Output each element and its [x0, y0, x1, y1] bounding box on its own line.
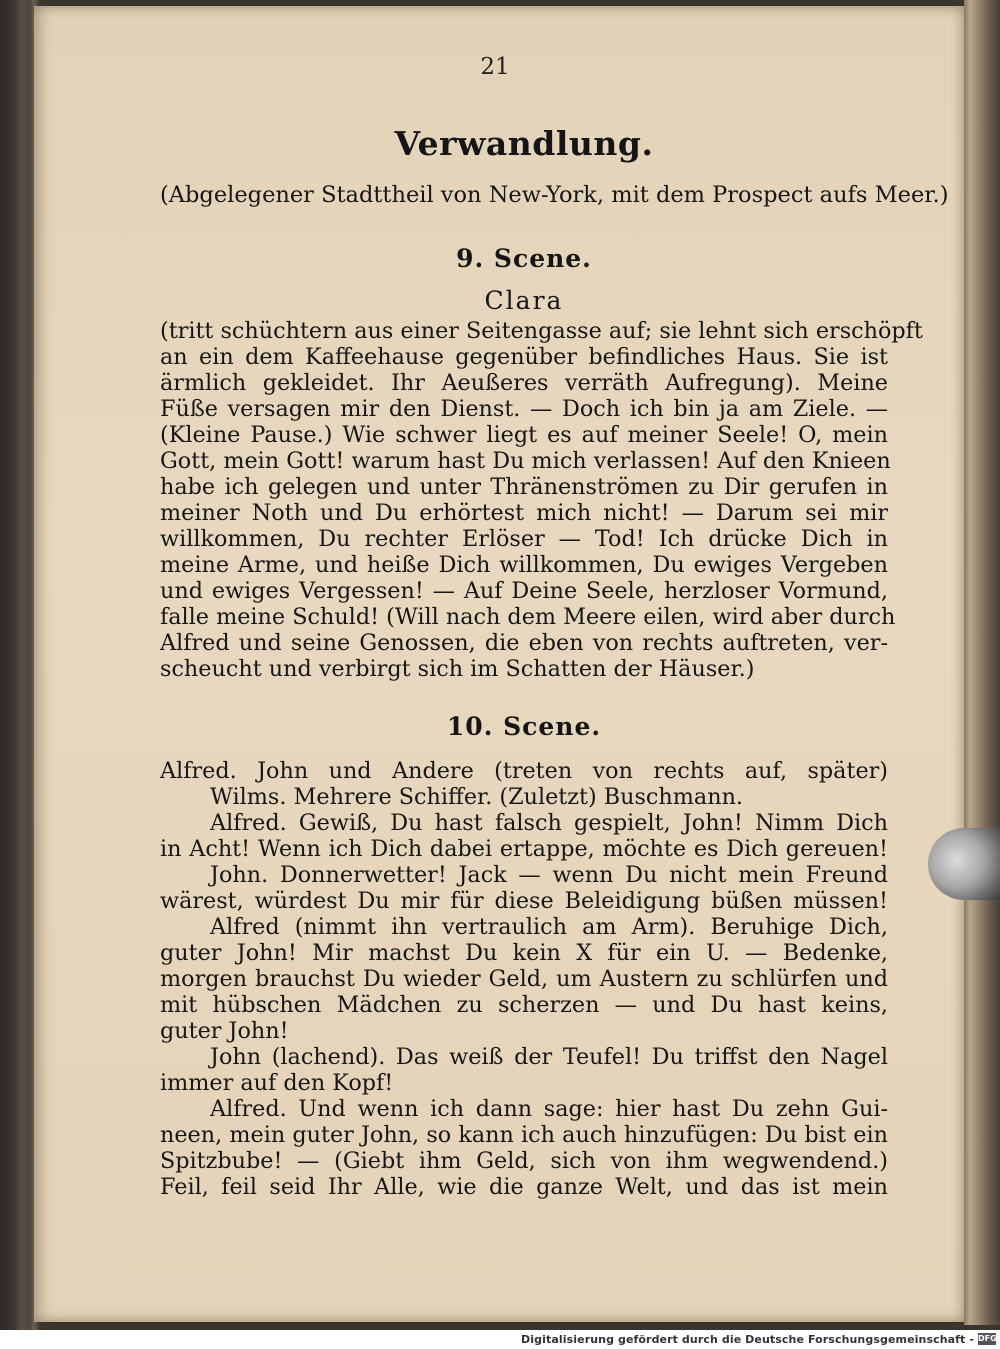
text-line: John (lachend). Das weiß der Teufel! Du triffst den Nagel [210, 1044, 888, 1070]
text-line: und ewiges Vergessen! — Auf Deine Seele, herzloser Vormund, [160, 578, 888, 604]
text-line: meine Arme, und heiße Dich willkommen, Du ewiges Vergeben [160, 552, 888, 578]
text-line: Alfred. Gewiß, Du hast falsch gespielt, John! Nimm Dich [210, 810, 888, 836]
text-line: (Kleine Pause.) Wie schwer liegt es auf meiner Seele! O, mein [160, 422, 888, 448]
text-line: ärmlich gekleidet. Ihr Aeußeres verräth Aufregung). Meine [160, 370, 888, 396]
text-line: falle meine Schuld! (Will nach dem Meere eilen, wird aber durch [160, 604, 896, 630]
text-line: Alfred. Und wenn ich dann sage: hier hast Du zehn Gui- [210, 1096, 888, 1122]
page-edge [964, 0, 1000, 1325]
scene-heading: 10. Scene. [446, 712, 602, 741]
text-line: Alfred. John und Andere (treten von rechts auf, später) [160, 758, 888, 784]
text-line: Füße versagen mir den Dienst. — Doch ich bin ja am Ziele. — [160, 396, 888, 422]
text-line: habe ich gelegen und unter Thränenströmen zu Dir gerufen in [160, 474, 888, 500]
page-clip [928, 828, 1000, 900]
text-line: in Acht! Wenn ich Dich dabei ertappe, möchte es Dich gereuen! [160, 836, 888, 862]
text-line: Spitzbube! — (Giebt ihm Geld, sich von ihm wegwendend.) [160, 1148, 888, 1174]
text-line: John. Donnerwetter! Jack — wenn Du nicht mein Freund [210, 862, 888, 888]
section-title: Verwandlung. [394, 124, 654, 163]
text-line: Feil, feil seid Ihr Alle, wie die ganze Welt, und das ist mein [160, 1174, 888, 1200]
text-line: neen, mein guter John, so kann ich auch hinzufügen: Du bist ein [160, 1122, 888, 1148]
text-line: immer auf den Kopf! [160, 1070, 394, 1096]
text-line: willkommen, Du rechter Erlöser — Tod! Ich drücke Dich in [160, 526, 888, 552]
text-line: an ein dem Kaffeehause gegenüber befindliches Haus. Sie ist [160, 344, 888, 370]
scene-heading: 9. Scene. [456, 244, 592, 273]
speaker-heading: Clara [484, 286, 564, 315]
text-line: mit hübschen Mädchen zu scherzen — und Du hast keins, [160, 992, 888, 1018]
text-line: Wilms. Mehrere Schiffer. (Zuletzt) Buschmann. [210, 784, 744, 810]
text-line: wärest, würdest Du mir für diese Beleidigung büßen müssen! [160, 888, 888, 914]
text-line: meiner Noth und Du erhörtest mich nicht! — Darum sei mir [160, 500, 888, 526]
text-line: Alfred und seine Genossen, die eben von rechts auftreten, ver- [160, 630, 888, 656]
text-line: guter John! Mir machst Du kein X für ein U. — Bedenke, [160, 940, 888, 966]
text-line: Alfred (nimmt ihn vertraulich am Arm). Beruhige Dich, [210, 914, 888, 940]
dfg-logo: DFG [978, 1334, 997, 1343]
setting-description: (Abgelegener Stadttheil von New-York, mit dem Prospect aufs Meer.) [160, 182, 949, 208]
text-line: (tritt schüchtern aus einer Seitengasse auf; sie lehnt sich erschöpft [160, 318, 923, 344]
page-number: 21 [480, 54, 510, 80]
text-line: scheucht und verbirgt sich im Schatten der Häuser.) [160, 656, 755, 682]
text-line: morgen brauchst Du wieder Geld, um Austern zu schlürfen und [160, 966, 888, 992]
text-line: Gott, mein Gott! warum hast Du mich verlassen! Auf den Knieen [160, 448, 891, 474]
funding-credit: Digitalisierung gefördert durch die Deutsche Forschungsgemeinschaft - [521, 1333, 974, 1346]
text-line: guter John! [160, 1018, 289, 1044]
